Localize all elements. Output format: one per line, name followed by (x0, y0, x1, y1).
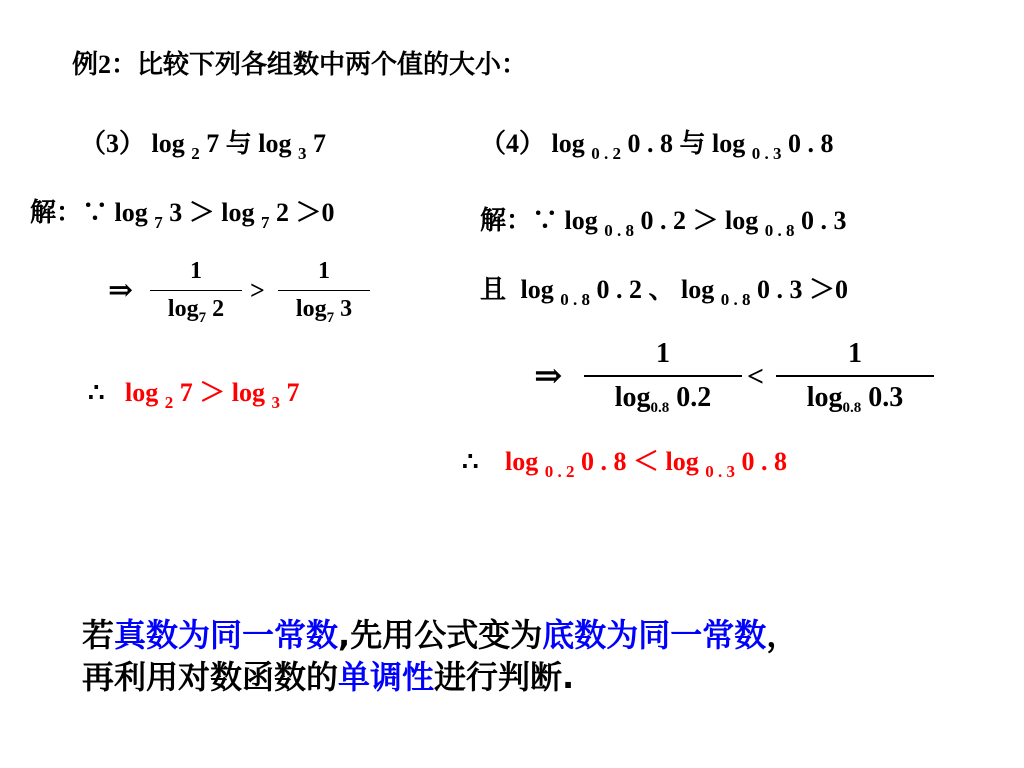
problem-3-label: （3） (80, 129, 146, 158)
log-term: log (125, 378, 159, 407)
gt-zero: ＞0 (295, 198, 335, 227)
log-arg: 7 (179, 378, 193, 407)
problem-4 (480, 129, 834, 163)
log-term: log (665, 447, 699, 476)
fraction-numerator: 1 (848, 338, 862, 369)
log-base: 2 (191, 144, 200, 163)
and-condition-4 (480, 275, 849, 309)
gt-sign: ＞ (188, 198, 215, 227)
log-term: log (114, 198, 148, 227)
log-term: log (551, 129, 585, 158)
note-text: 若 (82, 616, 115, 654)
log-base: 0 . 3 (751, 144, 782, 163)
fraction-bar (776, 375, 934, 377)
summary-note (82, 614, 798, 698)
fraction-bar (150, 290, 242, 291)
log-arg: 0 . 3 (801, 206, 847, 235)
log-arg: 0 . 8 (581, 447, 627, 476)
conclusion-3 (88, 378, 300, 412)
fraction-bar (584, 375, 742, 377)
log-base: 0 . 2 (544, 462, 575, 481)
fraction-denominator: $\log_7 3$ (295, 296, 353, 326)
problem-4-label: （4） (480, 129, 546, 158)
fraction-numerator: 1 (656, 338, 670, 369)
log-base: 7 (261, 213, 270, 232)
solution-prefix: 解：∵ (480, 206, 559, 235)
log-arg: 0 . 8 (741, 447, 788, 476)
log-arg: 7 (313, 129, 326, 158)
note-text: ,先用公式变为 (338, 616, 543, 654)
log-term: log (151, 129, 185, 158)
log-arg: 7 (206, 129, 220, 158)
log-arg: 3 (169, 198, 183, 227)
log-base: 0 . 8 (560, 290, 590, 309)
fraction-right (776, 338, 934, 414)
and-word: 与 (679, 129, 706, 158)
log-base: 0 . 3 (705, 462, 736, 481)
lt-sign: ＜ (633, 447, 660, 476)
and-word: 与 (225, 129, 252, 158)
log-term: log (258, 129, 292, 158)
gt-zero: ＞0 (809, 275, 849, 304)
note-highlight: 单调性 (338, 658, 435, 697)
fraction-denominator: $\log_7 2$ (167, 296, 225, 326)
log-base: 0 . 8 (764, 221, 795, 240)
implies-arrow: ⇒ (108, 274, 134, 307)
log-term: log (221, 198, 255, 227)
fraction-left (150, 258, 242, 326)
and-word: 且 (480, 275, 507, 304)
log-arg: 0 . 8 (788, 129, 834, 158)
log-term: log (505, 447, 539, 476)
fraction-numerator: 1 (318, 258, 330, 284)
fraction-denominator: $\log_{0.8} 0.3$ (806, 382, 904, 416)
fraction-right (278, 258, 370, 326)
therefore-sign: ∴ (88, 378, 105, 407)
implies-arrow: ⇒ (534, 358, 563, 395)
log-base: 0 . 8 (604, 221, 634, 240)
example-heading: 例2：比较下列各组数中两个值的大小： (72, 50, 528, 79)
therefore-sign: ∴ (462, 447, 479, 476)
log-base: 7 (154, 213, 163, 232)
note-line-2 (82, 656, 798, 698)
log-base: 3 (271, 393, 281, 412)
log-base: 3 (298, 144, 307, 163)
log-base: 0 . 2 (591, 144, 621, 163)
fraction-left (584, 338, 742, 414)
note-line-1 (82, 614, 798, 656)
gt-sign: ＞ (199, 378, 226, 407)
gt-sign: ＞ (692, 206, 719, 235)
fraction-numerator: 1 (190, 258, 202, 284)
solution-prefix: 解：∵ (30, 198, 109, 227)
log-term: log (725, 206, 759, 235)
log-term: log (564, 206, 598, 235)
log-base: 0 . 8 (720, 290, 751, 309)
log-arg: 0 . 8 (627, 129, 673, 158)
solution-4 (480, 206, 847, 240)
note-text: 进行判断. (434, 658, 575, 697)
gt-sign: > (250, 276, 265, 305)
log-term: log (231, 378, 266, 407)
log-term: log (712, 129, 746, 158)
log-term: log (520, 275, 554, 304)
note-highlight: 底数为同一常数 (542, 616, 767, 654)
fraction-denominator: $\log_{0.8} 0.2$ (614, 382, 712, 416)
fraction-bar (278, 290, 370, 291)
conclusion-4 (462, 447, 788, 481)
note-text: 再利用对数函数的 (82, 658, 339, 697)
log-base: 2 (164, 393, 174, 412)
note-highlight: 真数为同一常数 (114, 616, 339, 654)
problem-3 (80, 129, 326, 163)
solution-3 (30, 198, 335, 232)
log-arg: 0 . 3 (757, 275, 803, 304)
log-arg: 0 . 2 (640, 206, 686, 235)
log-arg: 7 (286, 378, 300, 407)
separator: 、 (648, 275, 675, 304)
log-arg: 0 . 2 (596, 275, 642, 304)
log-arg: 2 (276, 198, 289, 227)
lt-sign: < (747, 360, 765, 393)
log-term: log (681, 275, 715, 304)
note-text: ， (766, 616, 799, 654)
